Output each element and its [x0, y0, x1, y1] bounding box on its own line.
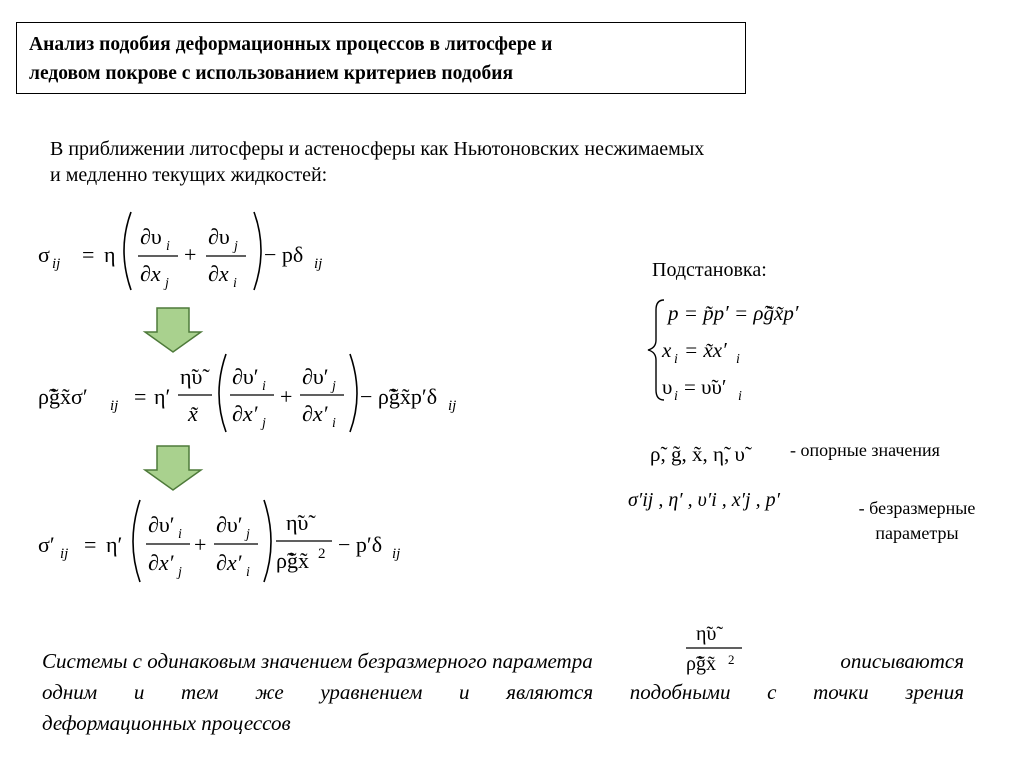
eq2-t2-den-sub: i — [332, 416, 336, 431]
subst-row-3-rhs-sub: i — [738, 389, 742, 404]
eq1-t1-num-sub: i — [166, 239, 170, 254]
parameter-fraction — [682, 622, 752, 680]
arrow-down-1 — [145, 308, 201, 352]
eq2-lhs: ρ̃g̃x̃σ′ — [38, 384, 88, 409]
eq1-lhs-sub: ij — [52, 256, 61, 272]
dimensionless-label-line-1: - безразмерные — [858, 498, 976, 518]
dimensionless-symbols: σ′ij , η′ , υ′i , x′j , p′ — [628, 489, 780, 511]
subst-row-2-rhs: = x̃x′ — [684, 338, 727, 362]
eq1-lhs: σ — [38, 242, 50, 267]
eq3-paren-left — [133, 500, 140, 582]
equation-1 — [38, 212, 322, 291]
eq2-t1-den-sub: j — [262, 416, 266, 431]
subst-row-2: x — [662, 338, 672, 362]
eq1-t2-den: ∂x — [208, 261, 229, 286]
conclusion-line-3: деформационных процессов — [42, 711, 291, 735]
eq2-eta: η′ — [154, 384, 171, 409]
eq3-tail-sub: ij — [392, 546, 401, 562]
reference-label: - опорные значения — [790, 440, 940, 460]
eq3-frac-den-sup: 2 — [318, 546, 326, 562]
eq2-tail: − ρ̃g̃x̃p′δ — [360, 384, 438, 409]
eq2-t1-num-sub: i — [262, 379, 266, 394]
eq3-eta: η′ — [106, 532, 123, 557]
equation-3 — [38, 500, 400, 582]
eq1-t2-num: ∂υ — [208, 224, 230, 249]
eq3-t2-num-sub: j — [246, 527, 250, 542]
eq3-t2-den-sub: i — [246, 565, 250, 580]
eq1-plus: + — [184, 242, 197, 267]
eq2-t2-num: ∂υ′ — [302, 364, 329, 389]
eq1-tail-sub: ij — [314, 256, 323, 272]
eq2-t1-num: ∂υ′ — [232, 364, 259, 389]
substitution-label: Подстановка: — [652, 259, 767, 281]
eq3-tail: − p′δ — [338, 532, 383, 557]
eq3-t1-num: ∂υ′ — [148, 512, 175, 537]
eq3-t2-num: ∂υ′ — [216, 512, 243, 537]
title-line-1: Анализ подобия деформационных процессов в литосфере и — [29, 34, 553, 55]
subst-row-2-sub: i — [674, 352, 678, 367]
equation-2 — [38, 354, 456, 432]
eq2-equals: = — [134, 384, 147, 409]
eq2-t1-den: ∂x′ — [232, 401, 258, 426]
eq3-plus: + — [194, 532, 207, 557]
conclusion-text — [42, 623, 964, 739]
substitution-system — [648, 300, 799, 404]
eq1-t1-num: ∂υ — [140, 224, 162, 249]
subst-row-1: p = p̃p′ = ρ̃g̃x̃p′ — [668, 301, 799, 325]
dimensionless-label-line-2: параметры — [875, 523, 959, 543]
eq3-t2-den: ∂x′ — [216, 550, 242, 575]
intro-line-2: и медленно текущих жидкостей: — [50, 164, 328, 186]
eq1-equals: = — [82, 242, 95, 267]
conclusion-line-1b: описываются — [840, 649, 964, 673]
subst-row-3-rhs: = υ̃υ′ — [684, 375, 727, 399]
eq1-eta: η — [104, 242, 116, 267]
eq3-frac-num: η̃υ̃ — [286, 510, 309, 535]
eq1-t2-num-sub: j — [234, 239, 238, 254]
conclusion-line-1a: Системы с одинаковым значением безразмерного параметра — [42, 649, 593, 673]
intro-line-1: В приближении литосферы и астеносферы как Ньютоновских несжимаемых — [50, 138, 705, 160]
reference-symbols: ρ̃, g̃, x̃, η̃, υ̃ — [650, 442, 745, 466]
conclusion-parameter — [682, 623, 752, 677]
eq2-t2-num-sub: j — [332, 379, 336, 394]
eq3-paren-right — [264, 500, 271, 582]
subst-row-3-sub: i — [674, 389, 678, 404]
eq2-tail-sub: ij — [448, 398, 457, 414]
eq1-t1-den-sub: j — [165, 276, 169, 291]
eq1-tail: − pδ — [264, 242, 304, 267]
eq2-frac-den: x̃ — [188, 401, 198, 426]
param-den-sup: 2 — [727, 652, 735, 667]
conclusion-line-2: одним и тем же уравнением и являются подобными с точки зрения — [42, 680, 964, 704]
subst-row-2-rhs-sub: i — [736, 352, 740, 367]
eq3-lhs: σ′ — [38, 532, 55, 557]
arrow-down-icon — [145, 308, 201, 352]
arrow-down-2 — [145, 446, 201, 490]
eq1-paren-right — [254, 212, 261, 290]
eq3-frac-den: ρ̃g̃x̃ — [276, 548, 309, 573]
eq2-lhs-sub: ij — [110, 398, 119, 414]
eq3-t1-num-sub: i — [178, 527, 182, 542]
arrow-down-icon — [145, 446, 201, 490]
eq1-t1-den: ∂x — [140, 261, 161, 286]
eq1-paren-left — [124, 212, 131, 290]
eq3-lhs-sub: ij — [60, 546, 69, 562]
eq2-t2-den: ∂x′ — [302, 401, 328, 426]
param-den: ρ̃g̃x̃ — [685, 653, 716, 675]
eq2-frac-num: η̃υ̃ — [180, 364, 203, 389]
eq3-t1-den: ∂x′ — [148, 550, 174, 575]
eq3-t1-den-sub: j — [178, 565, 182, 580]
eq2-paren-right — [350, 354, 357, 432]
dimensionless-label — [842, 496, 992, 546]
eq1-t2-den-sub: i — [233, 276, 237, 291]
eq3-equals: = — [84, 532, 97, 557]
title-line-2: ледовом покрове с использованием критериев подобия — [29, 63, 514, 84]
param-num: η̃υ̃ — [695, 623, 716, 645]
eq2-paren-left — [219, 354, 226, 432]
eq2-plus: + — [280, 384, 293, 409]
conclusion-line-1 — [42, 623, 964, 677]
subst-row-3: υ — [662, 375, 673, 399]
